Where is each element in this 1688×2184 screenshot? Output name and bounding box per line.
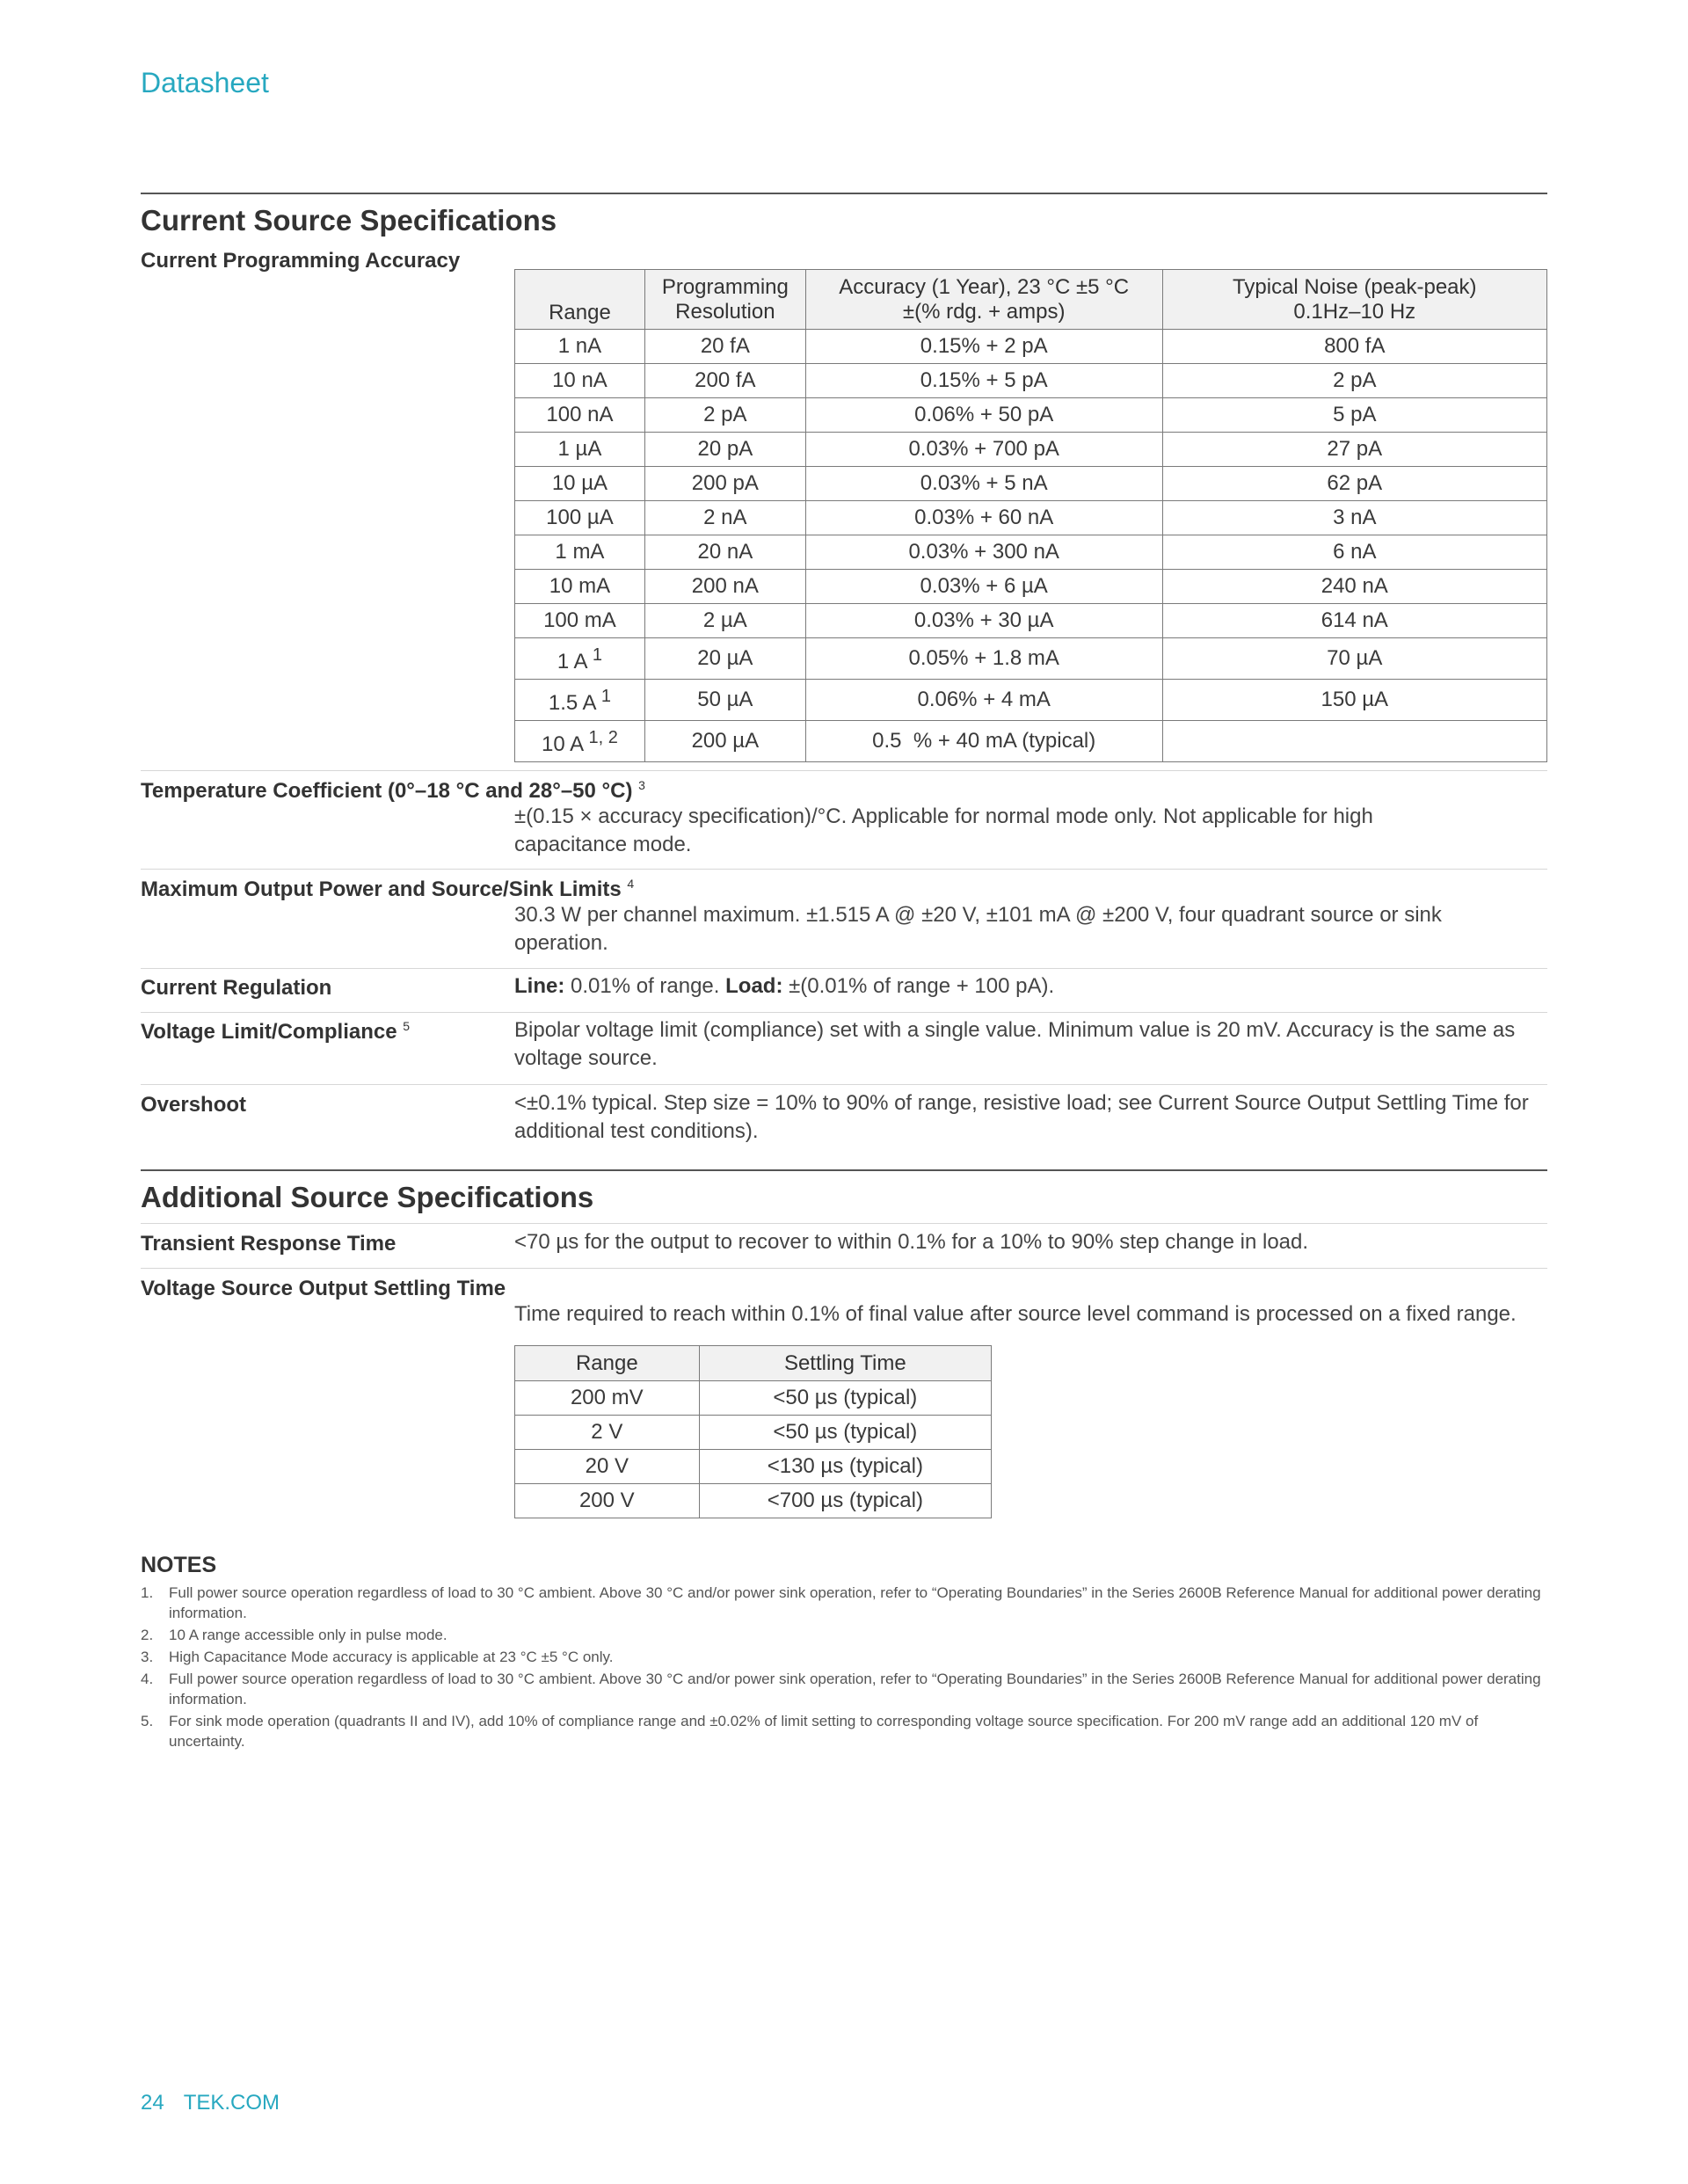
table-row [515,680,1547,721]
note-number: 3. [141,1649,154,1665]
note-text: 10 A range accessible only in pulse mode. [169,1627,447,1643]
col-header-resolution [644,270,805,330]
cell-accuracy: 0.03% + 700 pA [805,433,1162,467]
table-row [515,1381,992,1416]
col-header-settling-time: Settling Time [699,1346,991,1381]
cell-range: 200 mV [515,1381,700,1416]
section-divider [141,1169,1547,1171]
cell-range: 1 A $^1$ [515,638,645,680]
table-row [515,570,1547,604]
col-header-noise [1162,270,1546,330]
cell-resolution: 50 µA [644,680,805,721]
note-item [141,1711,1547,1751]
temp-coeff-text: ±(0.15 × accuracy specification)/°C. Applicable for normal mode only. Not applicable for high capacitance mode. [514,804,1373,856]
cell-resolution: 20 nA [644,535,805,570]
cell-resolution: 200 pA [644,467,805,501]
table-row [515,1416,992,1450]
row-divider [141,1268,1547,1269]
note-item [141,1625,1547,1645]
regulation-text: Line: 0.01% of range. Load: ±(0.01% of range + 100 pA). [514,974,1055,998]
cell-noise: 800 fA [1162,330,1546,364]
overshoot-text: <±0.1% typical. Step size = 10% to 90% of range, resistive load; see Current Source Output Settling Time for additional test conditions). [514,1091,1529,1143]
footnote-ref: 1 [600,687,612,706]
note-number: 1. [141,1584,154,1601]
cell-accuracy: 0.03% + 5 nA [805,467,1162,501]
note-item [141,1583,1547,1623]
footnote-ref: 1, 2 [588,728,618,747]
cell-range: 10 nA [515,364,645,398]
note-text: Full power source operation regardless of load to 30 °C ambient. Above 30 °C and/or power sink operation, refer to “Operating Boundaries” in the Series 2600B Reference Manual for additional power derating information. [169,1671,1541,1707]
footnote-ref: 1 [592,645,603,665]
note-text: For sink mode operation (quadrants II and IV), add 10% of compliance range and ±0.02% of limit setting to corresponding voltage source specification. For 200 mV range add an additional 120 mV of uncertainty. [169,1713,1479,1750]
cell-range: 10 A $^{1, 2}$ [515,721,645,762]
cell-accuracy: 0.06% + 4 mA [805,680,1162,721]
note-text: Full power source operation regardless of load to 30 °C ambient. Above 30 °C and/or power sink operation, refer to “Operating Boundaries” in the Series 2600B Reference Manual for additional power derating information. [169,1584,1541,1621]
header-line: 0.1Hz–10 Hz [1293,299,1416,324]
section-title-current-source: Current Source Specifications [141,204,557,237]
temp-coeff-label: Temperature Coefficient (0°–18 °C and 28°–50 °C) $^3$ [141,778,645,803]
cell-resolution: 2 nA [644,501,805,535]
cell-resolution: 20 pA [644,433,805,467]
table-row [515,721,1547,762]
cell-settling-time: <50 µs (typical) [699,1381,991,1416]
cell-settling-time: <130 µs (typical) [699,1450,991,1484]
header-line: Typical Noise (peak-peak) [1233,274,1477,299]
header-line: Programming [661,274,789,299]
table-header-row [515,1346,992,1381]
cell-noise: 3 nA [1162,501,1546,535]
current-accuracy-table [514,269,1547,762]
cell-range: 100 mA [515,604,645,638]
cell-resolution: 200 nA [644,570,805,604]
cell-range: 10 µA [515,467,645,501]
row-divider [141,1223,1547,1224]
page-number: 24 [141,2091,164,2115]
footer [141,2091,299,2115]
note-number: 4. [141,1671,154,1687]
cell-noise: 6 nA [1162,535,1546,570]
cell-noise [1162,721,1546,762]
voltage-limit-text: Bipolar voltage limit (compliance) set with a single value. Minimum value is 20 mV. Accuracy is the same as voltage source. [514,1018,1516,1070]
table-header-row [515,270,1547,330]
note-number: 2. [141,1627,154,1643]
cell-resolution: 2 pA [644,398,805,433]
notes-list [141,1583,1547,1753]
footer-site[interactable]: TEK.COM [183,2091,280,2115]
accuracy-label: Current Programming Accuracy [141,249,461,273]
row-divider [141,1084,1547,1085]
cell-settling-time: <700 µs (typical) [699,1484,991,1518]
cell-accuracy: 0.03% + 300 nA [805,535,1162,570]
cell-range: 20 V [515,1450,700,1484]
settling-label: Voltage Source Output Settling Time [141,1277,506,1300]
cell-accuracy: 0.5 % + 40 mA (typical) [805,721,1162,762]
note-item [141,1669,1547,1709]
cell-resolution: 200 fA [644,364,805,398]
cell-noise: 614 nA [1162,604,1546,638]
cell-range: 1 µA [515,433,645,467]
section-title-additional: Additional Source Specifications [141,1181,594,1213]
cell-noise: 2 pA [1162,364,1546,398]
notes-title: NOTES [141,1553,217,1577]
table-row [515,364,1547,398]
table-row [515,467,1547,501]
col-header-range: Range [515,1346,700,1381]
cell-resolution: 20 fA [644,330,805,364]
col-header-accuracy [805,270,1162,330]
cell-noise: 27 pA [1162,433,1546,467]
cell-resolution: 20 µA [644,638,805,680]
cell-accuracy: 0.15% + 2 pA [805,330,1162,364]
transient-text: <70 µs for the output to recover to within 0.1% for a 10% to 90% step change in load. [514,1230,1309,1254]
cell-accuracy: 0.03% + 60 nA [805,501,1162,535]
max-power-label: Maximum Output Power and Source/Sink Limits $^4$ [141,877,635,901]
cell-accuracy: 0.03% + 6 µA [805,570,1162,604]
section-divider [141,193,1547,194]
cell-accuracy: 0.03% + 30 µA [805,604,1162,638]
table-row [515,1484,992,1518]
cell-resolution: 2 µA [644,604,805,638]
table-row [515,330,1547,364]
cell-noise: 240 nA [1162,570,1546,604]
regulation-label: Current Regulation [141,976,332,1000]
overshoot-label: Overshoot [141,1093,247,1117]
cell-accuracy: 0.05% + 1.8 mA [805,638,1162,680]
cell-settling-time: <50 µs (typical) [699,1416,991,1450]
header-line: Accuracy (1 Year), 23 °C ±5 °C [839,274,1130,299]
cell-range: 200 V [515,1484,700,1518]
table-row [515,535,1547,570]
header-label: Datasheet [141,67,269,98]
table-row [515,1450,992,1484]
note-item [141,1647,1547,1667]
row-divider [141,770,1547,771]
cell-noise: 150 µA [1162,680,1546,721]
cell-range: 100 nA [515,398,645,433]
cell-range: 1 mA [515,535,645,570]
cell-accuracy: 0.15% + 5 pA [805,364,1162,398]
cell-accuracy: 0.06% + 50 pA [805,398,1162,433]
table-row [515,501,1547,535]
cell-noise: 62 pA [1162,467,1546,501]
row-divider [141,968,1547,969]
header-line: ±(% rdg. + amps) [902,299,1066,324]
settling-time-table [514,1345,992,1518]
max-power-text: 30.3 W per channel maximum. ±1.515 A @ ±20 V, ±101 mA @ ±200 V, four quadrant source or sink operation. [514,903,1442,955]
row-divider [141,1012,1547,1013]
table-row [515,433,1547,467]
row-divider [141,869,1547,870]
cell-range: 2 V [515,1416,700,1450]
note-number: 5. [141,1713,154,1729]
cell-resolution: 200 µA [644,721,805,762]
cell-range: 100 µA [515,501,645,535]
col-header-range: Range [515,270,645,330]
cell-range: 1.5 A $^1$ [515,680,645,721]
datasheet-page [141,0,1547,2184]
voltage-limit-label: Voltage Limit/Compliance $^5$ [141,1019,411,1044]
cell-range: 1 nA [515,330,645,364]
header-line: Resolution [675,299,775,324]
cell-noise: 70 µA [1162,638,1546,680]
cell-range: 10 mA [515,570,645,604]
table-row [515,398,1547,433]
settling-text: Time required to reach within 0.1% of final value after source level command is processed on a fixed range. [514,1302,1517,1326]
table-row [515,638,1547,680]
cell-noise: 5 pA [1162,398,1546,433]
transient-label: Transient Response Time [141,1232,397,1256]
table-row [515,604,1547,638]
note-text: High Capacitance Mode accuracy is applicable at 23 °C ±5 °C only. [169,1649,614,1665]
